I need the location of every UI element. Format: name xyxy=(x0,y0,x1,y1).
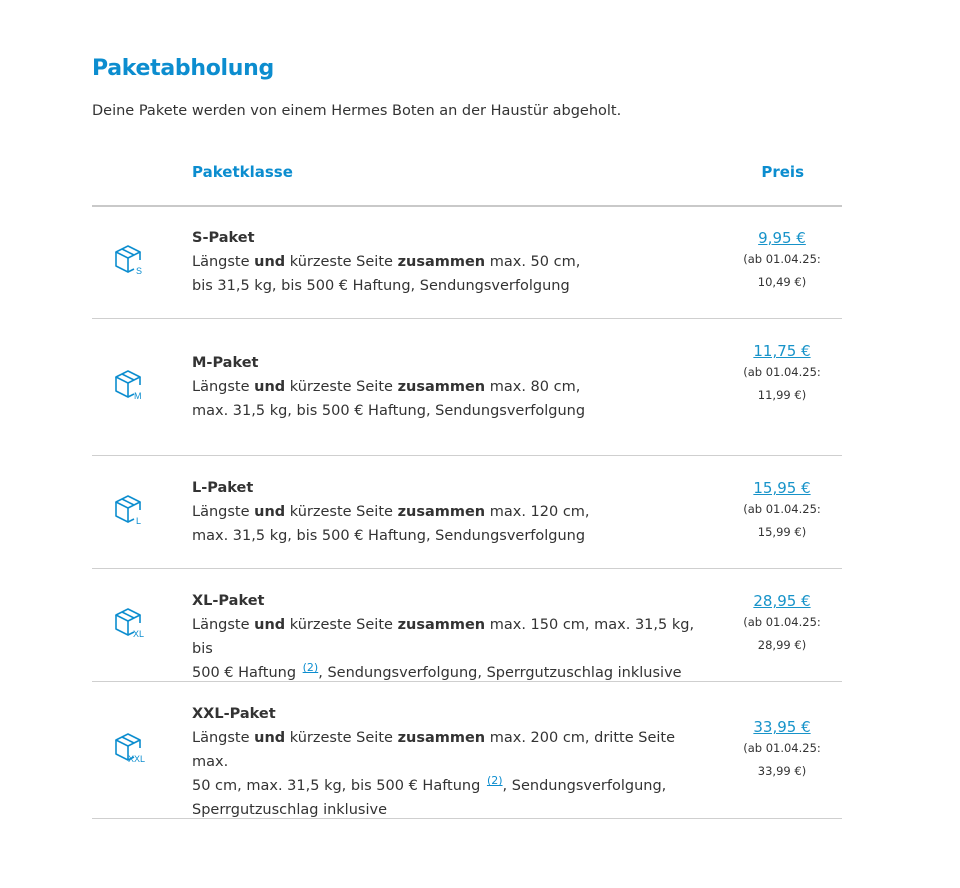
desc-line-1: Längste und kürzeste Seite zusammen max. 80 cm, xyxy=(192,379,581,395)
box-icon xyxy=(112,367,152,407)
row-description xyxy=(192,589,712,685)
footnote-link[interactable]: (2) xyxy=(486,774,503,788)
box-size-label: M xyxy=(134,391,142,401)
future-price-note: (ab 01.04.25: xyxy=(743,615,821,629)
desc-line-2: 50 cm, max. 31,5 kg, bis 500 € Haftung $^{(2)}$, Sendungsverfolgung, xyxy=(192,774,667,794)
table-row-xl-paket xyxy=(92,569,842,682)
desc-line-1: Längste und kürzeste Seite zusammen max. 50 cm, xyxy=(192,254,581,270)
row-description xyxy=(192,702,712,822)
product-name: XL-Paket xyxy=(192,593,265,609)
desc-line-2: 500 € Haftung $^{(2)}$, Sendungsverfolgung, Sperrgutzuschlag inklusive xyxy=(192,661,682,681)
footnote-link[interactable]: (2) xyxy=(302,661,319,675)
product-name: S-Paket xyxy=(192,230,255,246)
price-cell xyxy=(722,228,842,294)
row-description xyxy=(192,351,712,423)
box-size-label: XL xyxy=(133,629,145,639)
desc-line-1: Längste und kürzeste Seite zusammen max. 120 cm, xyxy=(192,504,590,520)
future-price-note: (ab 01.04.25: xyxy=(743,741,821,755)
price-cell xyxy=(722,341,842,407)
header-preis: Preis xyxy=(761,163,804,181)
desc-line-3: Sperrgutzuschlag inklusive xyxy=(192,802,387,818)
future-price-note: (ab 01.04.25: xyxy=(743,365,821,379)
future-price-note: (ab 01.04.25: xyxy=(743,502,821,516)
desc-line-1: Längste und kürzeste Seite zusammen max. 150 cm, max. 31,5 kg, bis xyxy=(192,617,695,657)
box-icon xyxy=(112,605,152,645)
box-icon xyxy=(112,730,152,770)
price-link[interactable]: 33,95 € xyxy=(753,718,811,736)
box-size-label: XXL xyxy=(128,754,146,764)
future-price-value: 11,99 €) xyxy=(757,388,807,402)
box-size-label: L xyxy=(136,516,142,526)
price-cell xyxy=(722,591,842,657)
future-price-note: (ab 01.04.25: xyxy=(743,252,821,266)
intro-text: Deine Pakete werden von einem Hermes Boten an der Haustür abgeholt. xyxy=(92,103,622,119)
box-size-label: S xyxy=(136,266,143,276)
table-row-m-paket xyxy=(92,319,842,456)
desc-line-2: max. 31,5 kg, bis 500 € Haftung, Sendungsverfolgung xyxy=(192,403,586,419)
desc-line-1: Längste und kürzeste Seite zusammen max. 200 cm, dritte Seite max. xyxy=(192,730,675,770)
page-title: Paketabholung xyxy=(92,56,274,81)
future-price-value: 15,99 €) xyxy=(757,525,807,539)
future-price-value: 28,99 €) xyxy=(757,638,807,652)
header-paketklasse: Paketklasse xyxy=(192,163,293,181)
future-price-value: 33,99 €) xyxy=(757,764,807,778)
row-description xyxy=(192,226,712,298)
price-cell xyxy=(722,478,842,544)
box-icon xyxy=(112,242,152,282)
desc-line-2: max. 31,5 kg, bis 500 € Haftung, Sendungsverfolgung xyxy=(192,528,586,544)
price-cell xyxy=(722,717,842,783)
product-name: L-Paket xyxy=(192,480,254,496)
price-link[interactable]: 15,95 € xyxy=(753,479,811,497)
price-link[interactable]: 11,75 € xyxy=(753,342,811,360)
table-row-l-paket xyxy=(92,456,842,569)
desc-line-2: bis 31,5 kg, bis 500 € Haftung, Sendungsverfolgung xyxy=(192,278,570,294)
future-price-value: 10,49 €) xyxy=(757,275,807,289)
price-link[interactable]: 9,95 € xyxy=(758,229,806,247)
box-icon xyxy=(112,492,152,532)
table-header xyxy=(92,160,842,207)
table-row-s-paket xyxy=(92,206,842,319)
table-row-xxl-paket xyxy=(92,682,842,819)
product-name: XXL-Paket xyxy=(192,706,276,722)
row-description xyxy=(192,476,712,548)
product-name: M-Paket xyxy=(192,355,259,371)
price-link[interactable]: 28,95 € xyxy=(753,592,811,610)
